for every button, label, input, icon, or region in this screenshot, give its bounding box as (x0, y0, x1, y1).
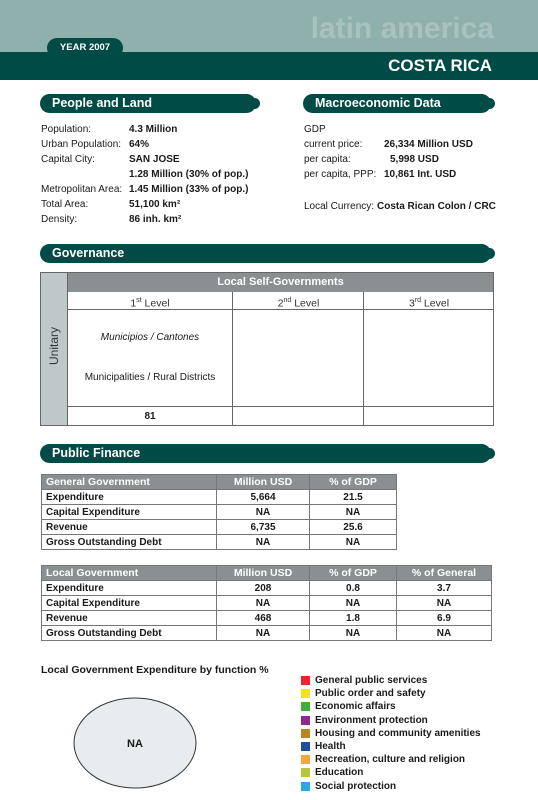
expenditure-pie (72, 696, 198, 790)
currency-label: Local Currency: (304, 201, 375, 212)
level-2-header: 2nd Level (232, 292, 364, 310)
table-cell: NA (310, 505, 397, 520)
people-label: Capital City: (41, 154, 95, 165)
table-cell: 6.9 (397, 611, 492, 626)
table-cell: Revenue (42, 611, 217, 626)
table-cell: NA (310, 535, 397, 550)
legend-label: Economic affairs (315, 701, 396, 713)
table-cell: 21.5 (310, 490, 397, 505)
region-title: latin america (310, 12, 494, 45)
table-cell: Expenditure (42, 581, 217, 596)
local-header: % of GDP (310, 566, 397, 581)
table-row (42, 505, 397, 520)
level-2-cell (232, 309, 233, 425)
finance-section-title: Public Finance (40, 444, 491, 463)
table-cell: NA (217, 596, 310, 611)
people-value: 1.28 Million (30% of pop.) (129, 169, 249, 180)
table-cell: NA (397, 626, 492, 641)
legend-item (301, 687, 481, 700)
macro-section-title: Macroeconomic Data (303, 94, 491, 113)
country-title: COSTA RICA (388, 56, 492, 75)
legend-swatch (301, 729, 310, 738)
table-row (42, 581, 492, 596)
legend-label: Health (315, 740, 346, 752)
table-cell: Capital Expenditure (42, 505, 217, 520)
legend-label: Social protection (315, 780, 397, 792)
legend-label: General public services (315, 675, 428, 686)
table-row (42, 626, 492, 641)
governance-table (40, 272, 494, 426)
people-label: Total Area: (41, 199, 89, 210)
level-1-count: 81 (144, 411, 156, 422)
pie-na-label: NA (127, 738, 143, 750)
general-header: % of GDP (310, 475, 397, 490)
table-cell: Gross Outstanding Debt (42, 535, 217, 550)
table-cell: 5,664 (217, 490, 310, 505)
governance-section-title: Governance (40, 244, 491, 263)
level-1-header: 1st Level (68, 292, 232, 310)
table-cell: 1.8 (310, 611, 397, 626)
table-row (42, 535, 397, 550)
people-label: Metropolitan Area: (41, 184, 123, 195)
legend-item (301, 766, 481, 779)
local-government-table (41, 565, 492, 641)
people-value: 4.3 Million (129, 124, 178, 135)
legend-swatch (301, 768, 310, 777)
table-row (42, 520, 397, 535)
legend-swatch (301, 676, 310, 685)
legend-item (301, 674, 481, 687)
legend-item (301, 740, 481, 753)
table-row (42, 611, 492, 626)
level-1-name-english: Municipalities / Rural Districts (84, 372, 216, 383)
table-cell: NA (397, 596, 492, 611)
macro-label: per capita: (304, 154, 351, 165)
table-cell: 208 (217, 581, 310, 596)
general-government-table (41, 474, 397, 550)
legend-swatch (301, 755, 310, 764)
macro-value: 10,861 Int. USD (384, 169, 457, 180)
table-row (42, 490, 397, 505)
expenditure-title: Local Government Expenditure by function % (41, 664, 269, 676)
table-cell: Revenue (42, 520, 217, 535)
people-label: Population: (41, 124, 92, 135)
legend-label: Recreation, culture and religion (315, 754, 466, 766)
general-header: General Government (42, 475, 217, 490)
currency-value: Costa Rican Colon / CRC (377, 201, 496, 212)
macro-value: 26,334 Million USD (384, 139, 473, 150)
legend-swatch (301, 702, 310, 711)
people-value: 86 inh. km² (129, 214, 182, 225)
unitary-label-cell (41, 273, 68, 425)
table-cell: 25.6 (310, 520, 397, 535)
expenditure-legend (301, 674, 481, 793)
people-value: 64% (129, 139, 150, 150)
legend-label: Housing and community amenities (315, 727, 481, 739)
table-cell: 3.7 (397, 581, 492, 596)
people-value: 1.45 Million (33% of pop.) (129, 184, 249, 195)
legend-label: Public order and safety (315, 688, 426, 700)
table-cell: NA (217, 626, 310, 641)
local-header: Local Government (42, 566, 217, 581)
table-row (42, 596, 492, 611)
macro-value: 5,998 USD (390, 154, 439, 165)
legend-item (301, 780, 481, 793)
people-value: 51,100 km² (129, 199, 181, 210)
table-cell: Capital Expenditure (42, 596, 217, 611)
table-cell: NA (217, 505, 310, 520)
people-section-title: People and Land (40, 94, 256, 113)
local-header: Million USD (217, 566, 310, 581)
legend-swatch (301, 716, 310, 725)
local-self-governments-header: Local Self-Governments (68, 273, 493, 292)
legend-item (301, 727, 481, 740)
legend-swatch (301, 782, 310, 791)
level-1-name: Municipios / Cantones (100, 332, 200, 343)
legend-item (301, 753, 481, 766)
table-cell: Gross Outstanding Debt (42, 626, 217, 641)
legend-label: Education (315, 767, 364, 779)
legend-item (301, 700, 481, 713)
general-header: Million USD (217, 475, 310, 490)
table-cell: Expenditure (42, 490, 217, 505)
table-cell: NA (310, 626, 397, 641)
table-cell: NA (217, 535, 310, 550)
table-cell: 468 (217, 611, 310, 626)
legend-label: Environment protection (315, 714, 428, 726)
gdp-label: GDP (304, 124, 326, 135)
table-cell: 0.8 (310, 581, 397, 596)
level-3-header: 3rd Level (363, 292, 494, 310)
legend-item (301, 714, 481, 727)
table-cell: NA (310, 596, 397, 611)
macro-label: per capita, PPP: (304, 169, 377, 180)
table-cell: 6,735 (217, 520, 310, 535)
people-label: Urban Population: (41, 139, 122, 150)
legend-swatch (301, 689, 310, 698)
level-3-cell (363, 309, 364, 425)
unitary-label: Unitary (47, 327, 61, 366)
people-value: SAN JOSE (129, 154, 180, 165)
year-badge: YEAR 2007 (47, 38, 123, 58)
count-divider (68, 406, 493, 407)
local-header: % of General (397, 566, 492, 581)
legend-swatch (301, 742, 310, 751)
people-label: Density: (41, 214, 78, 225)
macro-label: current price: (304, 139, 363, 150)
